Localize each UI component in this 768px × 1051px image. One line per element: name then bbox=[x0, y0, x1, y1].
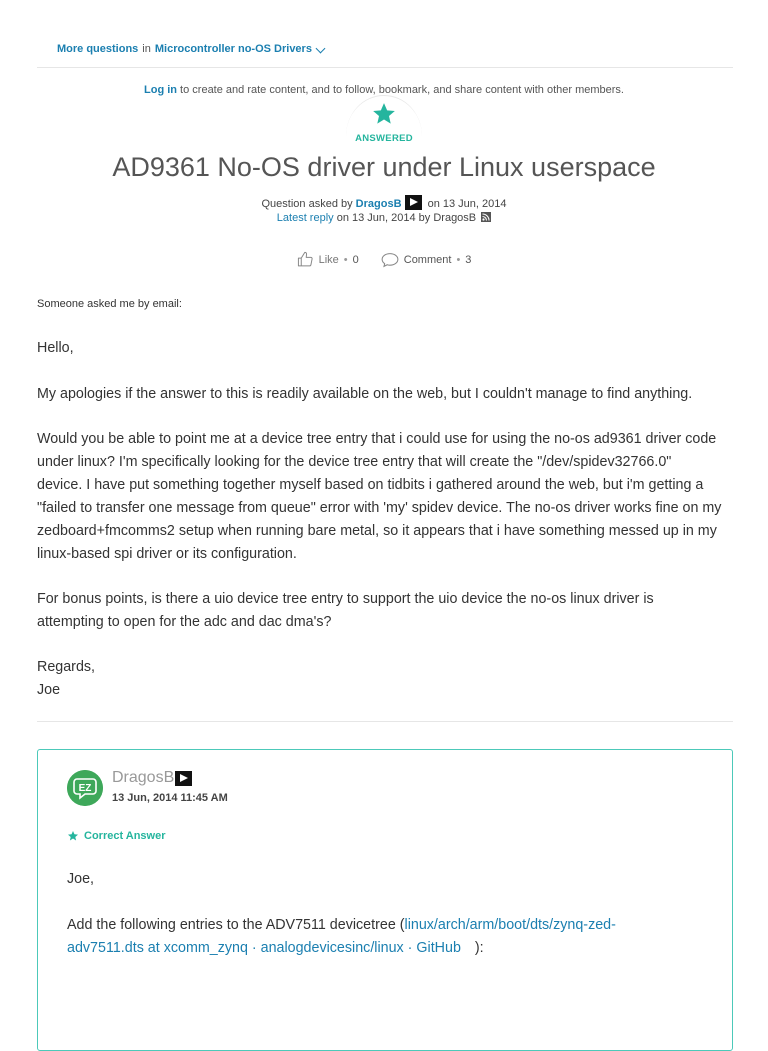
body-line: attempting to open for the adc and dac dma's? bbox=[37, 614, 332, 630]
github-link[interactable]: linux/arch/arm/boot/dts/zynq-zed- bbox=[404, 917, 616, 933]
divider bbox=[37, 67, 733, 68]
divider bbox=[37, 721, 733, 722]
github-link[interactable]: adv7511.dts at xcomm_zynq · analogdevicesinc/linux · GitHub bbox=[67, 940, 461, 956]
thumbs-up-icon bbox=[297, 251, 314, 268]
asked-date: on 13 Jun, 2014 bbox=[424, 198, 507, 210]
breadcrumb-in: in bbox=[142, 43, 151, 55]
comment-button[interactable] bbox=[381, 252, 472, 268]
body-line: Joe bbox=[37, 682, 61, 698]
asked-prefix: Question asked by bbox=[261, 198, 356, 210]
body-line: under linux? I'm specifically looking for the device tree entry that will create the "/dev/spidev32766.0" bbox=[37, 454, 672, 470]
body-line: zedboard+fmcomms2 setup when running bare metal, so it appears that i have something messed up in my bbox=[37, 523, 717, 539]
question-actions bbox=[0, 251, 768, 268]
reply-text-suffix: ): bbox=[474, 940, 484, 956]
intro-text: Someone asked me by email: bbox=[37, 298, 182, 310]
author-link[interactable]: DragosB bbox=[355, 198, 402, 210]
reply-text-prefix: Add the following entries to the ADV7511 devicetree ( bbox=[67, 917, 405, 933]
play-icon bbox=[405, 195, 422, 210]
body-paragraph: My apologies if the answer to this is readily available on the web, but I couldn't manage to find anything. bbox=[37, 386, 693, 402]
body-line: linux-based spi driver or its configuration. bbox=[37, 546, 297, 562]
reply-paragraph bbox=[67, 914, 707, 960]
more-questions-link[interactable]: More questions bbox=[57, 43, 139, 55]
like-button[interactable] bbox=[297, 251, 359, 268]
answered-label: ANSWERED bbox=[355, 133, 413, 144]
answered-status bbox=[334, 95, 434, 147]
category-label: Microcontroller no-OS Drivers bbox=[154, 43, 312, 55]
correct-answer-badge bbox=[67, 830, 166, 842]
comment-icon bbox=[381, 252, 399, 268]
reply-greeting: Joe, bbox=[67, 871, 95, 887]
star-icon bbox=[67, 830, 79, 842]
comment-count: 3 bbox=[465, 253, 472, 266]
body-paragraph bbox=[37, 588, 733, 634]
reply-date: 13 Jun, 2014 11:45 AM bbox=[112, 792, 228, 804]
latest-reply-link[interactable]: Latest reply bbox=[276, 212, 334, 224]
login-prompt-text: to create and rate content, and to follow, bookmark, and share content with other members. bbox=[177, 84, 624, 96]
play-icon bbox=[175, 771, 192, 786]
login-link[interactable]: Log in bbox=[144, 84, 177, 96]
breadcrumb bbox=[57, 43, 324, 55]
like-count: 0 bbox=[352, 253, 359, 266]
separator: • bbox=[343, 253, 348, 266]
latest-reply-text: on 13 Jun, 2014 by DragosB bbox=[333, 212, 477, 224]
latest-reply-meta bbox=[0, 212, 768, 224]
body-line: For bonus points, is there a uio device tree entry to support the uio device the no-os linux driver is bbox=[37, 591, 654, 607]
body-line: "failed to transfer one message from queue" error with 'my' spidev device. The no-os driver works fine on my bbox=[37, 500, 722, 516]
category-dropdown[interactable] bbox=[155, 43, 324, 55]
comment-label: Comment bbox=[403, 253, 452, 266]
avatar[interactable] bbox=[67, 770, 103, 806]
question-meta bbox=[0, 195, 768, 210]
body-line: device. I have put something together myself based on tidbits i gathered around the web, but i'm getting a bbox=[37, 477, 704, 493]
body-paragraph: Hello, bbox=[37, 340, 74, 356]
body-paragraph bbox=[37, 428, 733, 566]
correct-answer-label: Correct Answer bbox=[84, 830, 166, 842]
reply-author bbox=[112, 769, 195, 787]
like-label: Like bbox=[318, 253, 339, 266]
page-title: AD9361 No-OS driver under Linux userspace bbox=[112, 152, 656, 182]
body-line: Would you be able to point me at a device tree entry that i could use for using the no-os ad9361 driver code bbox=[37, 431, 717, 447]
separator: • bbox=[456, 253, 461, 266]
correct-answer-reply bbox=[37, 749, 733, 1051]
star-icon bbox=[371, 101, 397, 127]
body-paragraph bbox=[37, 656, 733, 702]
avatar-text: EZ bbox=[78, 783, 92, 794]
rss-icon[interactable] bbox=[481, 212, 491, 222]
chevron-down-icon bbox=[316, 44, 326, 54]
reply-author-link[interactable]: DragosB bbox=[112, 769, 175, 786]
body-line: Regards, bbox=[37, 659, 96, 675]
